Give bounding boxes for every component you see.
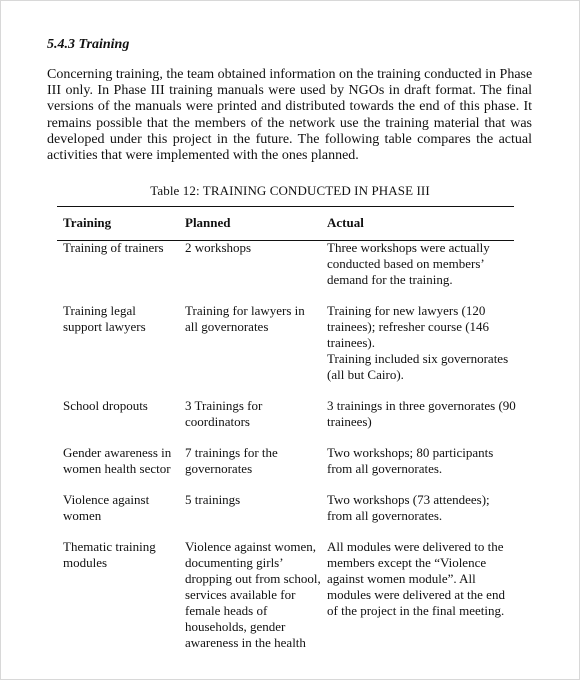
cell-actual — [327, 398, 516, 430]
cell-line: Thematic training — [63, 539, 156, 554]
cell-line: (all but Cairo). — [327, 367, 404, 382]
cell-line: dropping out from school, — [185, 571, 321, 586]
cell-training — [63, 398, 181, 414]
cell-line: all governorates — [185, 319, 269, 334]
cell-training — [63, 240, 181, 256]
cell-line: Gender awareness in — [63, 445, 172, 460]
cell-training — [63, 303, 181, 335]
table-header-actual: Actual — [327, 215, 364, 230]
cell-line: trainees); refresher course (146 — [327, 319, 490, 334]
cell-planned — [185, 445, 320, 477]
cell-training — [63, 492, 181, 524]
cell-line: of the project in the final meeting. — [327, 603, 505, 618]
cell-line: services available for — [185, 587, 296, 602]
cell-actual — [327, 240, 512, 288]
table-caption: Table 12: TRAINING CONDUCTED IN PHASE III — [150, 183, 430, 198]
cell-line: conducted based on members’ — [327, 256, 485, 271]
cell-planned — [185, 240, 320, 256]
cell-actual — [327, 445, 512, 477]
cell-line: modules were delivered at the end — [327, 587, 505, 602]
table-header-planned: Planned — [185, 215, 231, 230]
cell-line: Two workshops (73 attendees); — [327, 492, 490, 507]
cell-line: modules — [63, 555, 108, 570]
paragraph-line: III only. In Phase III training manuals were used by NGOs in draft format. The final — [47, 83, 532, 99]
cell-line: women health sector — [63, 461, 171, 476]
cell-line: 5 trainings — [185, 492, 241, 507]
cell-line: Training of trainers — [63, 240, 164, 255]
cell-line: awareness in the health — [185, 635, 306, 650]
cell-line: women — [63, 508, 102, 523]
cell-actual — [327, 492, 512, 524]
cell-line: members except the “Violence — [327, 555, 487, 570]
cell-line: governorates — [185, 461, 253, 476]
cell-line: against women module”. All — [327, 571, 476, 586]
cell-line: Two workshops; 80 participants — [327, 445, 494, 460]
cell-line: Training for new lawyers (120 — [327, 303, 486, 318]
cell-training — [63, 445, 181, 477]
cell-line: 3 Trainings for — [185, 398, 263, 413]
cell-line: All modules were delivered to the — [327, 539, 504, 554]
cell-line: demand for the training. — [327, 272, 453, 287]
cell-planned — [185, 492, 320, 508]
cell-line: School dropouts — [63, 398, 148, 413]
cell-line: Three workshops were actually — [327, 240, 490, 255]
paragraph-line: Concerning training, the team obtained information on the training conducted in Phase — [47, 67, 533, 82]
cell-actual — [327, 303, 512, 383]
cell-line: Violence against women, — [185, 539, 316, 554]
cell-planned — [185, 398, 320, 430]
cell-line: 2 workshops — [185, 240, 252, 255]
paragraph-line: developed under this project in the future. The following table compares the actual — [47, 131, 532, 147]
cell-line: Violence against — [63, 492, 150, 507]
paragraph-line: remains possible that the members of the network use the training material that was — [47, 115, 532, 131]
cell-planned — [185, 303, 320, 335]
cell-line: female heads of — [185, 603, 268, 618]
cell-line: documenting girls’ — [185, 555, 284, 570]
section-heading: 5.4.3 Training — [47, 37, 130, 52]
cell-line: trainees) — [327, 414, 372, 429]
cell-line: Training legal — [63, 303, 136, 318]
paragraph-line: activities that were implemented with the ones planned. — [47, 148, 359, 164]
cell-line: households, gender — [185, 619, 286, 634]
cell-line: coordinators — [185, 414, 250, 429]
cell-line: trainees). — [327, 335, 376, 350]
cell-line: Training included six governorates — [327, 351, 509, 366]
body-paragraph — [47, 67, 532, 164]
paragraph-line: versions of the manuals were printed and distributed towards the end of this phase. It — [47, 99, 532, 115]
cell-line: 7 trainings for the — [185, 445, 278, 460]
cell-actual — [327, 539, 512, 619]
cell-planned — [185, 539, 320, 651]
cell-line: from all governorates. — [327, 461, 443, 476]
table-header-training: Training — [63, 215, 112, 230]
table-top-rule — [57, 206, 514, 207]
cell-line: from all governorates. — [327, 508, 443, 523]
cell-line: Training for lawyers in — [185, 303, 305, 318]
cell-line: support lawyers — [63, 319, 146, 334]
cell-line: 3 trainings in three governorates (90 — [327, 398, 516, 413]
cell-training — [63, 539, 181, 571]
